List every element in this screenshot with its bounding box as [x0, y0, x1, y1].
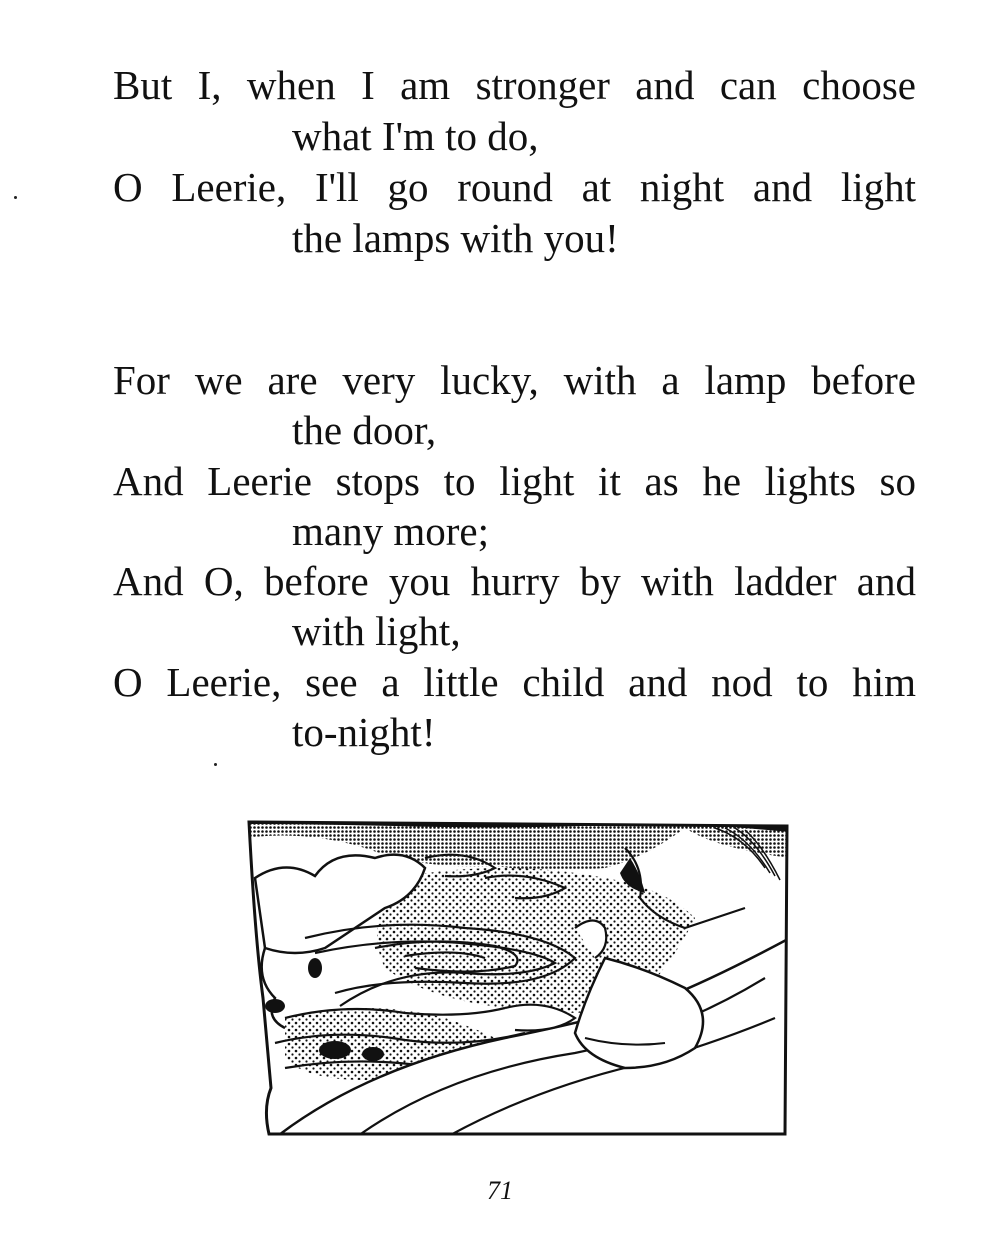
- night-landscape-illustration-icon: [245, 818, 790, 1138]
- poem-line-continuation: the door,: [292, 407, 437, 453]
- poem-line: And O, before you hurry by with ladder and: [113, 558, 916, 604]
- poem-line-continuation: what I'm to do,: [292, 113, 539, 159]
- poem-line: But I, when I am stronger and can choose: [113, 62, 916, 108]
- print-speck: [214, 763, 217, 766]
- poem-line: O Leerie, I'll go round at night and light: [113, 164, 916, 210]
- poem-line-continuation: to-night!: [292, 709, 436, 755]
- poem-line: O Leerie, see a little child and nod to him: [113, 659, 916, 705]
- poem-line-continuation: with light,: [292, 608, 461, 654]
- print-speck: [14, 196, 17, 199]
- poem-line: And Leerie stops to light it as he lights so: [113, 458, 916, 504]
- poem-line-continuation: the lamps with you!: [292, 215, 619, 261]
- page-number: 71: [487, 1176, 513, 1205]
- poem-line: For we are very lucky, with a lamp before: [113, 357, 916, 403]
- poem-line-continuation: many more;: [292, 508, 489, 554]
